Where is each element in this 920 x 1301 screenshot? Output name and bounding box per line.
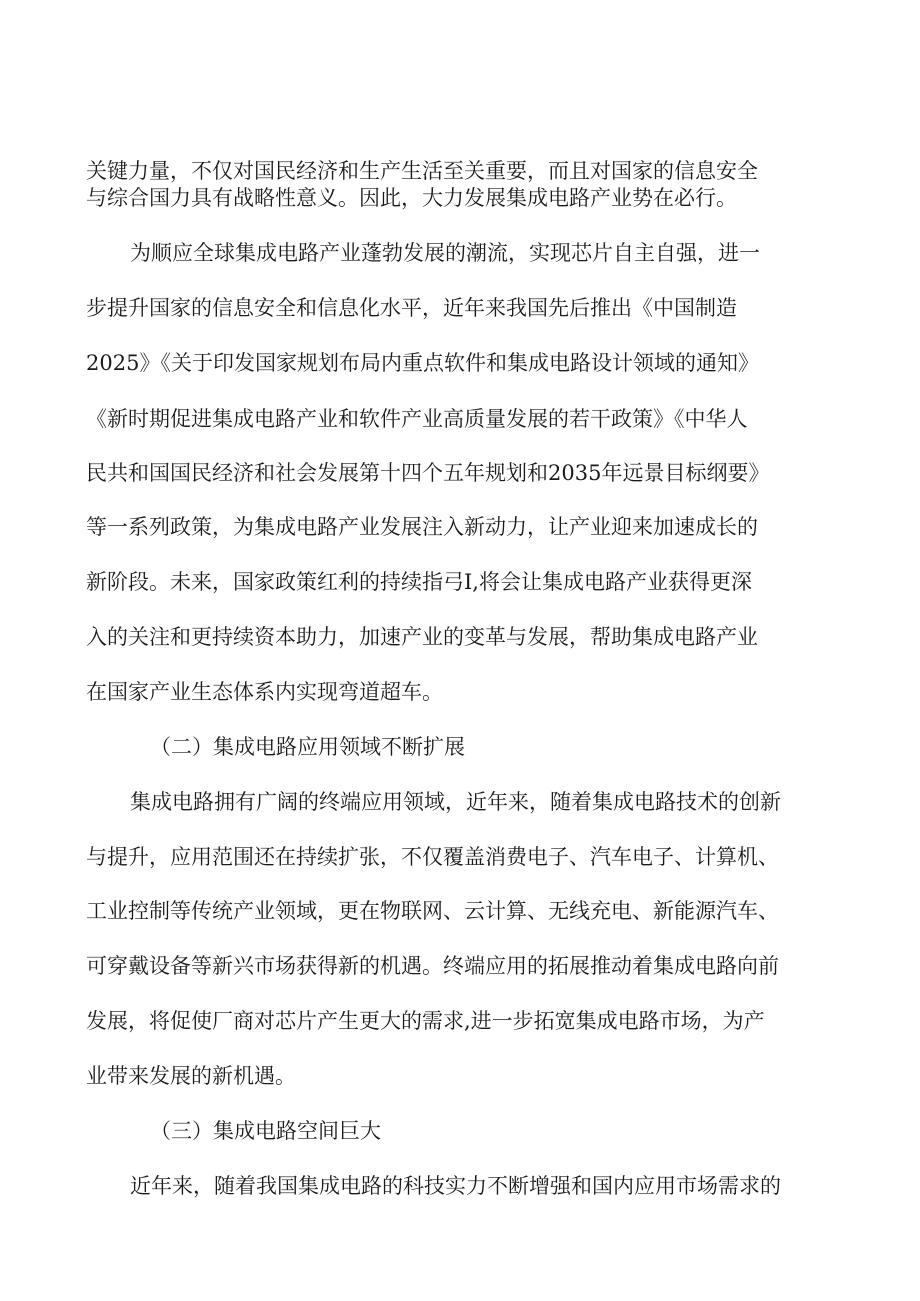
body-text-line: 发展，将促使厂商对芯片产生更大的需求,进一步拓宽集成电路市场，为产 xyxy=(86,1009,765,1033)
body-text-line: 工业控制等传统产业领域，更在物联网、云计算、无线充电、新能源汽车、 xyxy=(86,899,779,923)
body-text-line: 与提升，应用范围还在持续扩张，不仅覆盖消费电子、汽车电子、计算机、 xyxy=(86,845,779,869)
body-text-line: 民共和国国民经济和社会发展第十四个五年规划和2035年远景目标纲要》 xyxy=(86,461,770,485)
section-heading: （二）集成电路应用领域不断扩展 xyxy=(150,735,465,759)
body-text-line: 等一系列政策，为集成电路产业发展注入新动力，让产业迎来加速成长的 xyxy=(86,515,758,539)
body-text-line: 入的关注和更持续资本助力，加速产业的变革与发展，帮助集成电路产业 xyxy=(86,625,758,649)
body-text-line: 关键力量，不仅对国民经济和生产生活至关重要，而且对国家的信息安全 xyxy=(86,159,758,183)
body-text-line: 在国家产业生态体系内实现弯道超车。 xyxy=(86,680,443,704)
body-text-line: 《新时期促进集成电路产业和软件产业高质量发展的若干政策》《中华人 xyxy=(86,407,748,431)
body-text-line: 可穿戴设备等新兴市场获得新的机遇。终端应用的拓展推动着集成电路向前 xyxy=(86,954,779,978)
body-text-line: 与综合国力具有战略性意义。因此，大力发展集成电路产业势在必行。 xyxy=(86,186,737,210)
body-text-line: 新阶段。未来，国家政策红利的持续指弓I,将会让集成电路产业获得更深 xyxy=(86,570,752,594)
paragraph-first-line: 为顺应全球集成电路产业蓬勃发展的潮流，实现芯片自主自强，进一 xyxy=(130,241,760,265)
paragraph-first-line: 集成电路拥有广阔的终端应用领域，近年来，随着集成电路技术的创新 xyxy=(130,790,781,814)
body-text-line: 业带来发展的新机遇。 xyxy=(86,1064,296,1088)
body-text-line: 步提升国家的信息安全和信息化水平，近年来我国先后推出《中国制造 xyxy=(86,296,737,320)
section-heading: （三）集成电路空间巨大 xyxy=(150,1119,381,1143)
paragraph-first-line: 近年来，随着我国集成电路的科技实力不断增强和国内应用市场需求的 xyxy=(130,1174,781,1198)
body-text-line: 2025》《关于印发国家规划布局内重点软件和集成电路设计领域的通知》 xyxy=(86,351,759,375)
